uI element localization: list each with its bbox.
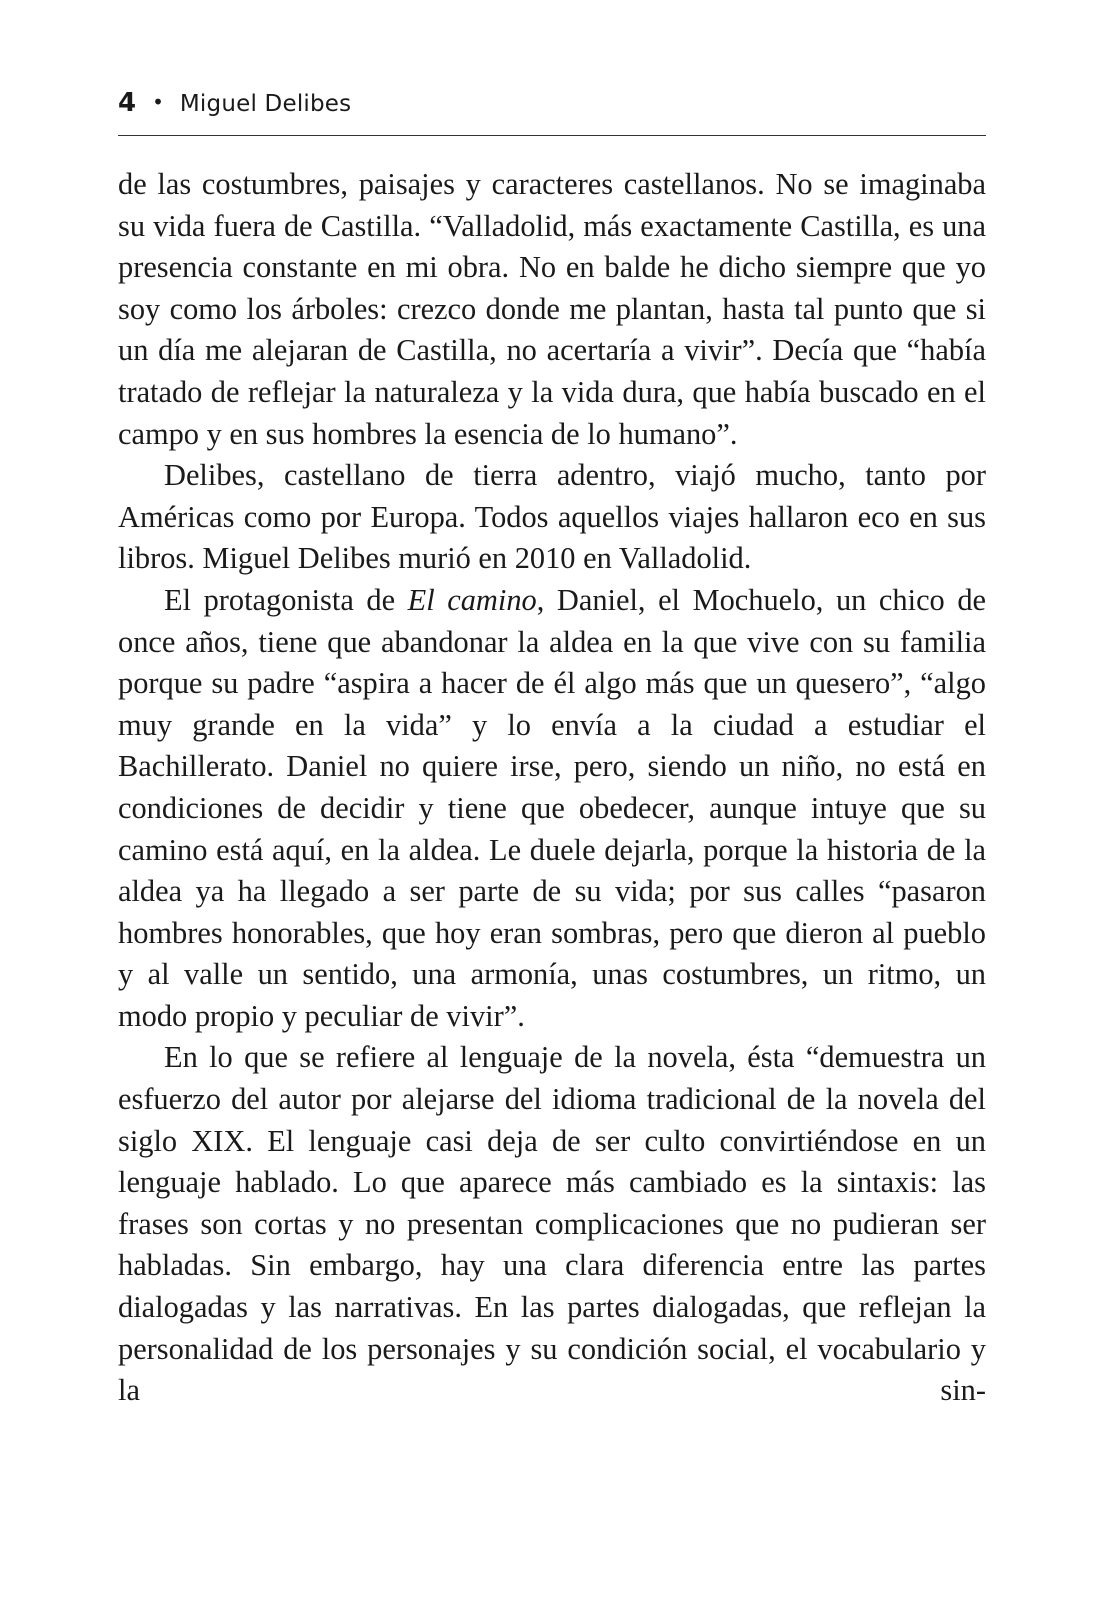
paragraph-3 (118, 580, 986, 1038)
novel-title-italic: El camino (407, 582, 537, 617)
paragraph-4: En lo que se refiere al lenguaje de la novela, ésta “demuestra un esfuerzo del autor por alejarse del idioma tradicional de la novela del siglo XIX. El lenguaje casi deja de ser culto convirtiéndose en un lenguaje hablado. Lo que aparece más cambiado es la sintaxis: las frases son cortas y no presentan complicaciones que no pudieran ser habladas. Sin embargo, hay una clara diferencia entre las partes dialogadas y las narrativas. En las partes dialogadas, que reflejan la personalidad de los personajes y su condición social, el vocabulario y la sin- (118, 1040, 986, 1408)
page-number: 4 (118, 88, 137, 118)
paragraph-2: Delibes, castellano de tierra adentro, viajó mucho, tanto por Américas como por Europa. Todos aquellos viajes hallaron eco en sus libros. Miguel Delibes murió en 2010 en Valladolid. (118, 458, 986, 576)
running-header (118, 88, 986, 128)
paragraph-3-lead: El protagonista de (164, 582, 408, 617)
paragraph-3-rest: , Daniel, el Mochuelo, un chico de once años, tiene que abandonar la aldea en la que vive con su familia porque su padre “aspira a hacer de él algo más que un quesero”, “algo muy grande en la vida” y lo envía a la ciudad a estudiar el Bachillerato. Daniel no quiere irse, pero, siendo un niño, no está en condiciones de decidir y tiene que obedecer, aunque intuye que su camino está aquí, en la aldea. Le duele dejarla, porque la historia de la aldea ya ha llegado a ser parte de su vida; por sus calles “pasaron hombres honorables, que hoy eran sombras, pero que dieron al pueblo y al valle un sentido, una armonía, unas costumbres, un ritmo, un modo propio y peculiar de vivir”. (118, 582, 987, 1033)
header-rule (118, 135, 986, 136)
header-author-name: Miguel Delibes (179, 91, 352, 117)
paragraph-1: de las costumbres, paisajes y caracteres castellanos. No se imaginaba su vida fuera de Castilla. “Valladolid, más exactamente Castilla, es una presencia constante en mi obra. No en balde he dicho siempre que yo soy como los árboles: crezco donde me plantan, hasta tal punto que si un día me alejaran de Castilla, no acertaría a vivir”. Decía que “había tratado de reflejar la naturaleza y la vida dura, que había buscado en el campo y en sus hombres la esencia de lo humano”. (118, 167, 986, 451)
header-bullet-separator: • (152, 90, 164, 114)
body-text (118, 164, 986, 1412)
